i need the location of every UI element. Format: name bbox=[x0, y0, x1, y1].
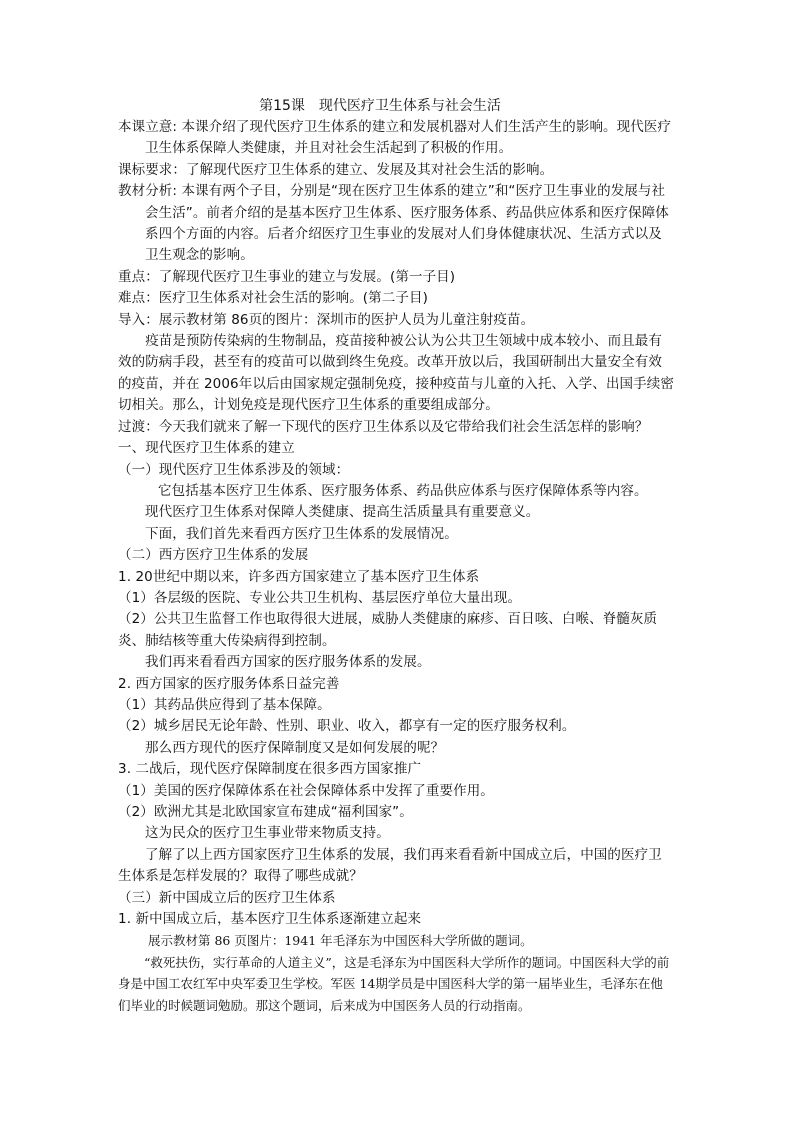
paragraph-23: 3. 二战后，现代医疗保障制度在很多西方国家推广 bbox=[118, 761, 422, 778]
paragraph-5: 难点：医疗卫生体系对社会生活的影响。(第二子目) bbox=[118, 290, 428, 307]
paragraph-25: （2）欧洲尤其是北欧国家宣布建成“福利国家”。 bbox=[118, 804, 413, 820]
paragraph-2: 课标要求：了解现代医疗卫生体系的建立、发展及其对社会生活的影响。 bbox=[118, 161, 554, 178]
paragraph-17: （2）公共卫生监督工作也取得很大进展，威胁人类健康的麻疹、百日咳、白喉、脊髓灰质炎、肺结核等重大传染病得到控制。 bbox=[118, 611, 658, 649]
paragraph-27: 了解了以上西方国家医疗卫生体系的发展，我们再来看看新中国成立后，中国的医疗卫生体系是怎样发展的？取得了哪些成就？ bbox=[118, 846, 662, 885]
paragraph-15: 1. 20世纪中期以来，许多西方国家建立了基本医疗卫生体系 bbox=[118, 568, 480, 585]
paragraph-22: 那么西方现代的医疗保障制度又是如何发展的呢？ bbox=[145, 739, 445, 756]
paragraph-20: （1）其药品供应得到了基本保障。 bbox=[118, 696, 331, 713]
paragraph-6: 导入：展示教材第 86页的图片：深圳市的医护人员为儿童注射疫苗。 bbox=[118, 311, 535, 328]
paragraph-1: 本课立意: 本课介绍了现代医疗卫生体系的建立和发展机器对人们生活产生的影响。现代医疗卫生体系保障人类健康，并且对社会生活起到了积极的作用。 bbox=[118, 119, 672, 157]
paragraph-10: （一）现代医疗卫生体系涉及的领域： bbox=[118, 461, 350, 478]
paragraph-4: 重点：了解现代医疗卫生事业的建立与发展。(第一子目) bbox=[118, 268, 456, 285]
paragraph-19: 2. 西方国家的医疗服务体系日益完善 bbox=[118, 675, 340, 692]
paragraph-7: 疫苗是预防传染病的生物制品，疫苗接种被公认为公共卫生领域中成本较小、而且最有效的防病手段，甚至有的疫苗可以做到终生免疫。改革开放以后，我国研制出大量安全有效的疫苗，并在 2006年以后由国家规定强制免疫，接种疫苗与儿童的入托、入学、出国手续密切相关。那么，计划免疫是现代医疗卫生体系的重要组成部分。 bbox=[118, 333, 674, 414]
paragraph-12: 现代医疗卫生体系对保障人类健康、提高生活质量具有重要意义。 bbox=[145, 504, 540, 521]
paragraph-9: 一、现代医疗卫生体系的建立 bbox=[118, 440, 295, 457]
paragraph-29: 1. 新中国成立后，基本医疗卫生体系逐渐建立起来 bbox=[118, 911, 422, 928]
paragraph-26: 这为民众的医疗卫生事业带来物质支持。 bbox=[145, 825, 390, 842]
paragraph-28: （三）新中国成立后的医疗卫生体系 bbox=[118, 889, 336, 906]
paragraph-21: （2）城乡居民无论年龄、性别、职业、收入，都享有一定的医疗服务权利。 bbox=[118, 718, 576, 735]
paragraph-8: 过渡：今天我们就来了解一下现代的医疗卫生体系以及它带给我们社会生活怎样的影响？ bbox=[118, 418, 649, 435]
paragraph-3: 教材分析: 本课有两个子目，分别是“现在医疗卫生体系的建立”和“医疗卫生事业的发展与社会生活”。前者介绍的是基本医疗卫生体系、医疗服务体系、药品供应体系和医疗保障体系四个方面的内容。后者介绍医疗卫生事业的发展对人们身体健康状况、生活方式以及卫生观念的影响。 bbox=[118, 183, 669, 264]
paragraph-13: 下面，我们首先来看西方医疗卫生体系的发展情况。 bbox=[145, 525, 458, 542]
paragraph-30: 展示教材第 86 页图片：1941 年毛泽东为中国医科大学所做的题词。 bbox=[148, 933, 533, 949]
paragraph-11: 它包括基本医疗卫生体系、医疗服务体系、药品供应体系与医疗保障体系等内容。 bbox=[158, 482, 648, 499]
paragraph-31: “救死扶伤，实行革命的人道主义”，这是毛泽东为中国医科大学所作的题词。中国医科大学的前身是中国工农红军中央军委卫生学校。军医 14期学员是中国医科大学的第一届毕业生，毛泽东在他们毕业的时候题词勉励。那这个题词，后来成为中国医务人员的行动指南。 bbox=[118, 954, 670, 1013]
lesson-title: 第15课 现代医疗卫生体系与社会生活 bbox=[259, 98, 501, 114]
lesson-body bbox=[118, 117, 674, 1016]
paragraph-18: 我们再来看看西方国家的医疗服务体系的发展。 bbox=[145, 654, 431, 671]
paragraph-24: （1）美国的医疗保障体系在社会保障体系中发挥了重要作用。 bbox=[118, 782, 494, 799]
paragraph-16: （1）各层级的医院、专业公共卫生机构、基层医疗单位大量出现。 bbox=[118, 589, 522, 606]
paragraph-14: （二）西方医疗卫生体系的发展 bbox=[118, 547, 309, 564]
